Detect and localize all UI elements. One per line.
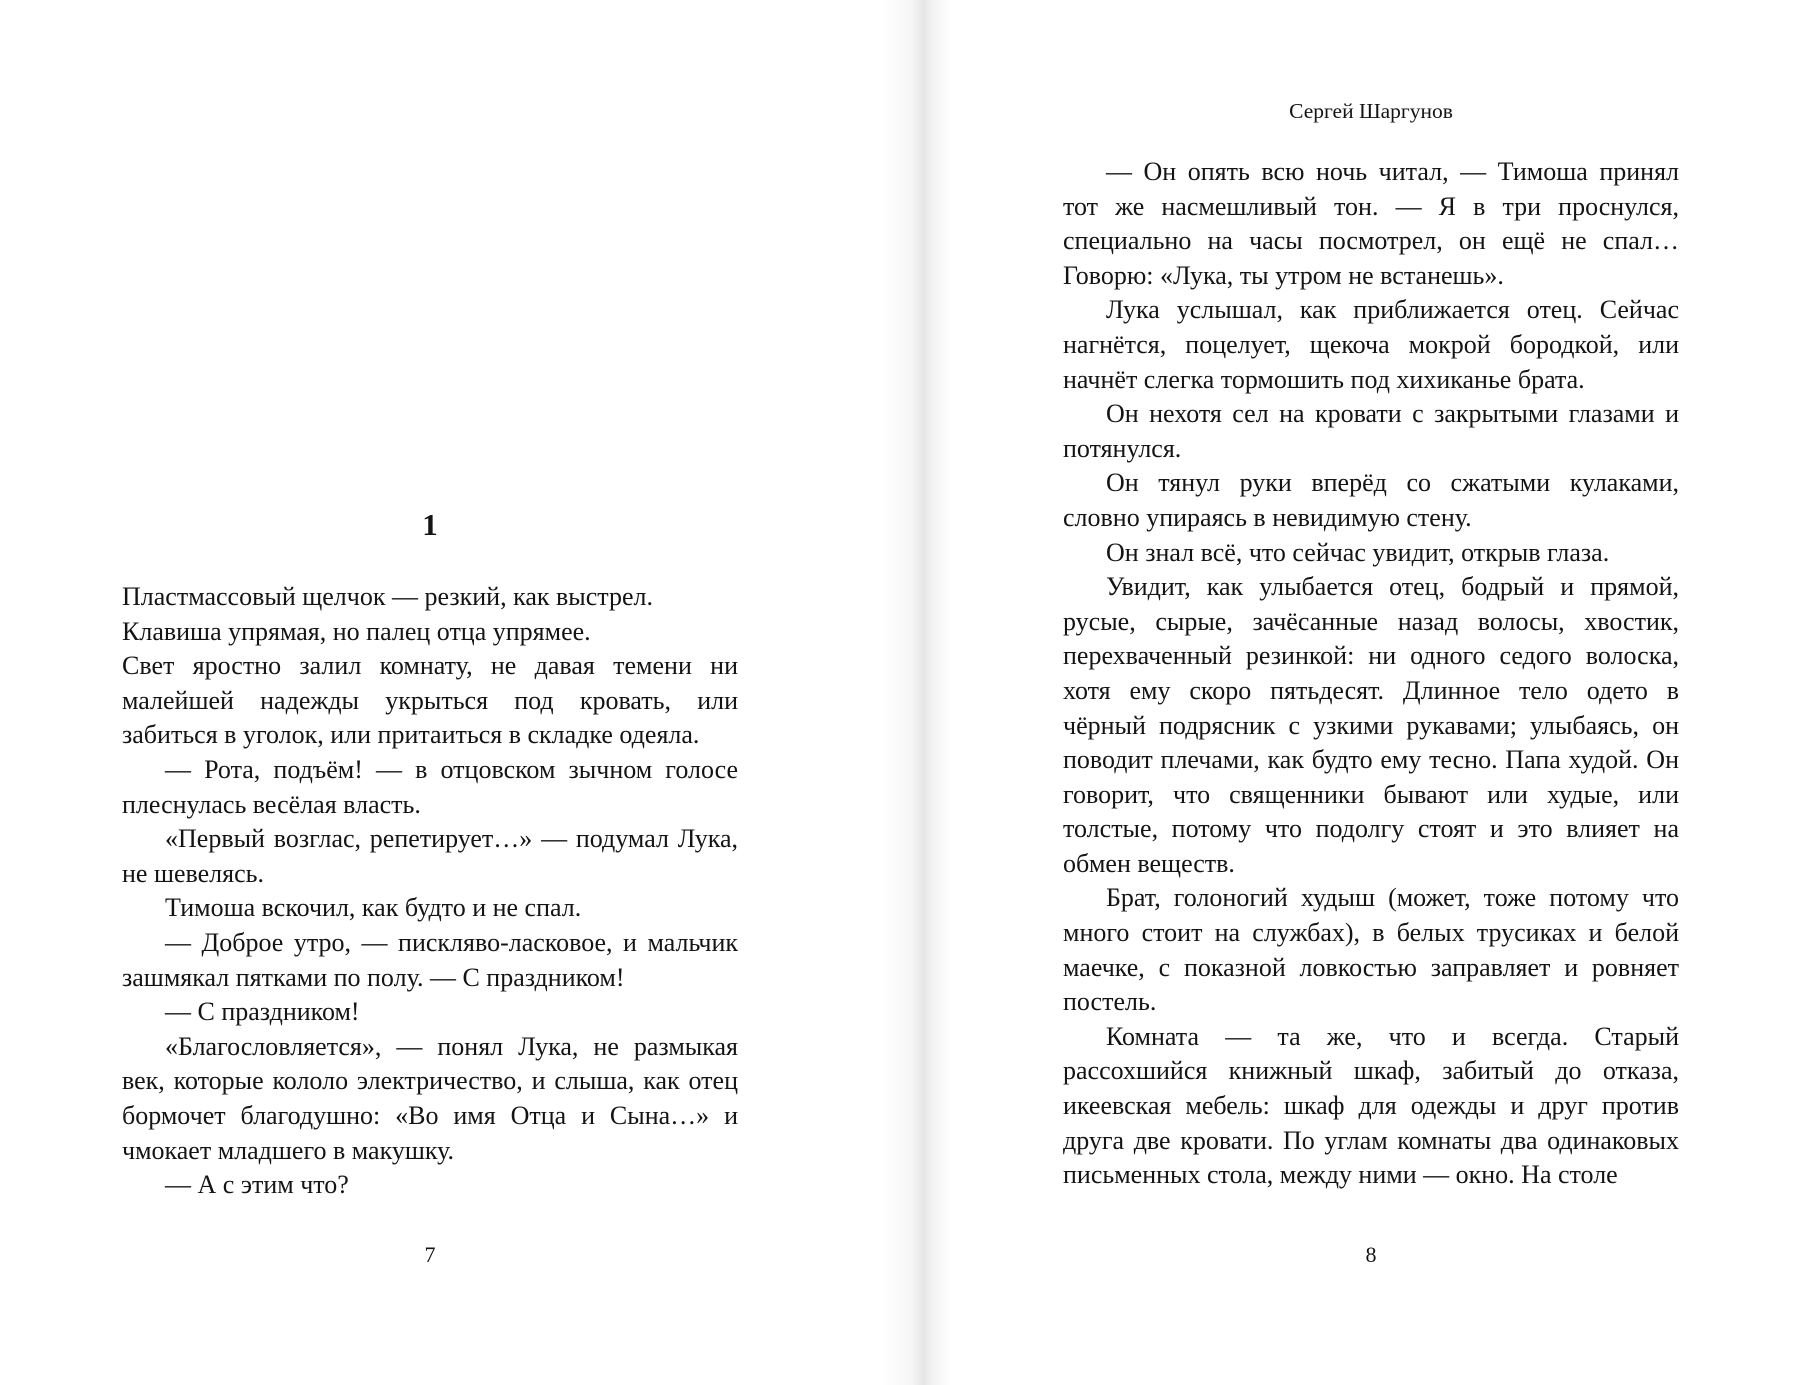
right-page-text bbox=[1063, 155, 1679, 1193]
paragraph: Лука услышал, как приближается отец. Сейчас нагнётся, поцелует, щекоча мокрой бородкой, или начнёт слегка тормошить под хихиканье брата. bbox=[1063, 295, 1679, 394]
paragraph: Он нехотя сел на кровати с закрытыми глазами и потянулся. bbox=[1063, 399, 1679, 463]
paragraph: «Первый возглас, репетирует…» — подумал Лука, не шевелясь. bbox=[122, 824, 738, 888]
paragraph: Клавиша упрямая, но палец отца упрямее. bbox=[122, 616, 591, 646]
paragraph: — Доброе утро, — пискляво-ласковое, и мальчик зашмякал пятками по полу. — С праздником! bbox=[122, 927, 738, 992]
right-page bbox=[900, 0, 1801, 1385]
paragraph: — С праздником! bbox=[165, 997, 360, 1027]
paragraph: Увидит, как улыбается отец, бодрый и прямой, русые, сырые, зачёсанные назад волосы, хвостик, перехваченный резинкой: ни одного седого волоска, хотя ему скоро пятьдесят. Длинное тело одето в чёрный подрясник с узкими рукавами; улыбаясь, он поводит плечами, как будто ему тесно. Папа худой. Он говорит, что священники бывают или худые, или толстые, потому что подолгу стоят и это влияет на обмен веществ. bbox=[1063, 572, 1679, 878]
running-head-author: Сергей Шаргунов bbox=[1289, 99, 1453, 123]
paragraph: Он тянул руки вперёд со сжатыми кулаками, словно упираясь в невидимую стену. bbox=[1063, 468, 1679, 532]
paragraph: — А с этим что? bbox=[165, 1170, 349, 1200]
left-page-text bbox=[122, 580, 738, 1203]
page-number: 8 bbox=[1365, 1242, 1377, 1267]
paragraph: — Он опять всю ночь читал, — Тимоша принял тот же насмешливый тон. — Я в три проснулся, специально на часы посмотрел, он ещё не спал… Говорю: «Лука, ты утром не встанешь». bbox=[1063, 157, 1679, 290]
paragraph: Брат, голоногий худыш (может, тоже потому что много стоит на службах), в белых трусиках и белой маечке, с показной ловкостью заправляет и ровняет постель. bbox=[1063, 883, 1679, 1017]
page-number: 7 bbox=[424, 1242, 436, 1267]
paragraph: Комната — та же, что и всегда. Старый рассохшийся книжный шкаф, забитый до отказа, икеевская мебель: шкаф для одежды и друг против друга две кровати. По углам комнаты два одинаковых письменных стола, между ними — окно. На столе bbox=[1063, 1021, 1679, 1190]
paragraph: Тимоша вскочил, как будто и не спал. bbox=[165, 893, 582, 923]
paragraph: Пластмассовый щелчок — резкий, как выстрел. bbox=[122, 582, 653, 611]
chapter-number: 1 bbox=[422, 507, 438, 542]
paragraph: — Рота, подъём! — в отцовском зычном голосе плеснулась весёлая власть. bbox=[122, 754, 738, 819]
paragraph: «Благословляется», — понял Лука, не размыкая век, которые кололо электричество, и слыша, как отец бормочет благодушно: «Во имя Отца и Сына…» и чмокает младшего в макушку. bbox=[122, 1031, 738, 1165]
left-page bbox=[0, 0, 900, 1385]
paragraph: Свет яростно залил комнату, не давая темени ни малейшей надежды укрыться под кровать, или забиться в уголок, или притаиться в складке одеяла. bbox=[122, 651, 738, 750]
paragraph: Он знал всё, что сейчас увидит, открыв глаза. bbox=[1106, 537, 1610, 567]
